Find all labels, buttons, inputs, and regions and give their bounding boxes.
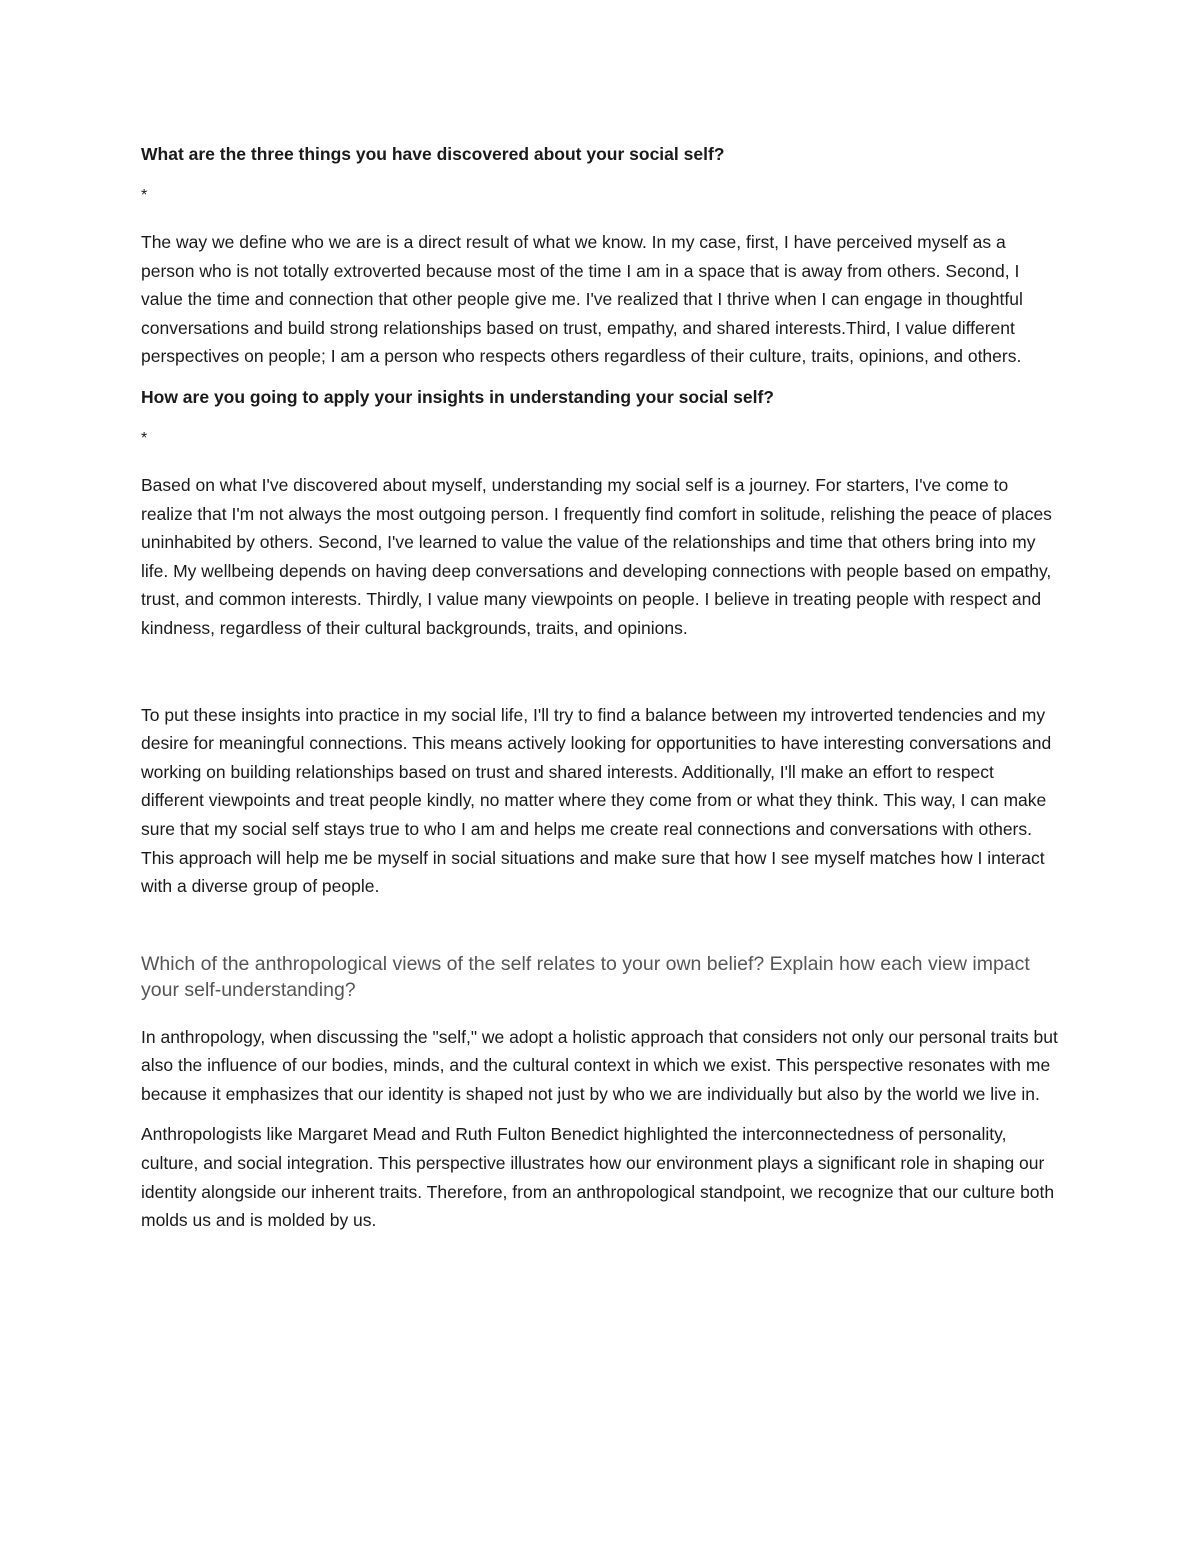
answer-2-paragraph-2: To put these insights into practice in my social life, I'll try to find a balance between my introverted tendencies and my desire for meaningful connections. This means actively looking for opportunities to have interesting conversations and working on building relationships based on trust and shared interests. Additionally, I'll make an effort to respect different viewpoints and treat people kindly, no matter where they come from or what they think. This way, I can make sure that my social self stays true to who I am and helps me create real connections and conversations with others. This approach will help me be myself in social situations and make sure that how I see myself matches how I interact with a diverse group of people. — [141, 704, 1052, 897]
required-marker-1: * — [141, 187, 148, 204]
answer-3-paragraph-1: In anthropology, when discussing the "self," we adopt a holistic approach that considers not only our personal traits but also the influence of our bodies, minds, and the cultural context in which we exist. This perspective resonates with me because it emphasizes that our identity is shaped not just by who we are individually but also by the world we live in. — [141, 1026, 1058, 1104]
answer-1-paragraph: The way we define who we are is a direct result of what we know. In my case, first, I have perceived myself as a person who is not totally extroverted because most of the time I am in a space that is away from others. Second, I value the time and connection that other people give me. I've realized that I thrive when I can engage in thoughtful conversations and build strong relationships based on trust, empathy, and shared interests.Third, I value different perspectives on people; I am a person who respects others regardless of their culture, traits, opinions, and others. — [141, 232, 1023, 367]
question-1: What are the three things you have discovered about your social self? — [141, 144, 725, 164]
blank-line — [141, 913, 1061, 951]
question-3: Which of the anthropological views of the self relates to your own belief? Explain how each view impact your self-understanding? — [141, 952, 1030, 1001]
required-marker-2: * — [141, 429, 148, 447]
question-2: How are you going to apply your insights in understanding your social self? — [141, 386, 774, 407]
document-page — [141, 140, 1061, 1247]
answer-2-paragraph-1: Based on what I've discovered about myself, understanding my social self is a journey. For starters, I've come to realize that I'm not always the most outgoing person. I frequently find comfort in solitude, relishing the peace of places uninhabited by others. Second, I've learned to value the value of the relationships and time that others bring into my life. My wellbeing depends on having deep conversations and developing connections with people based on empathy, trust, and common interests. Thirdly, I value many viewpoints on people. I believe in treating people with respect and kindness, regardless of their cultural backgrounds, traits, and opinions. — [141, 474, 1052, 638]
answer-3-paragraph-2: Anthropologists like Margaret Mead and Ruth Fulton Benedict highlighted the interconnectedness of personality, culture, and social integration. This perspective illustrates how our environment plays a significant role in shaping our identity alongside our inherent traits. Therefore, from an anthropological standpoint, we recognize that our culture both molds us and is molded by us. — [141, 1124, 1055, 1231]
blank-line — [141, 655, 1061, 701]
